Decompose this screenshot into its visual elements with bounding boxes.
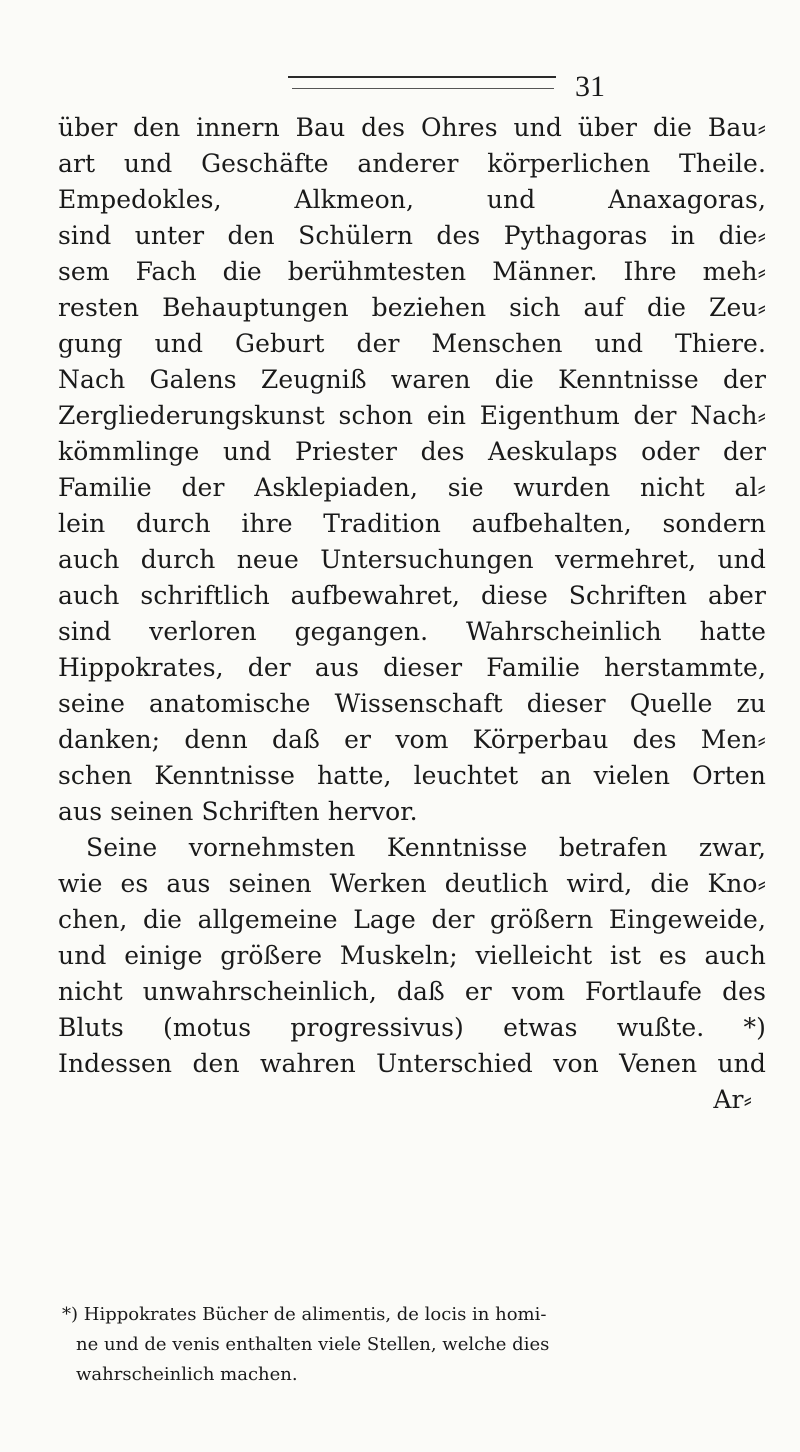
- text-line: gung und Geburt der Menschen und Thiere.: [58, 329, 766, 358]
- page-number: 31: [575, 70, 605, 103]
- text-line: danken; denn daß er vom Körperbau des Men⸗: [58, 725, 766, 754]
- text-line: über den innern Bau des Ohres und über die Bau⸗: [58, 113, 766, 142]
- footnote-line: wahrscheinlich machen.: [76, 1364, 298, 1385]
- text-line: wie es aus seinen Werken deutlich wird, die Kno⸗: [58, 869, 766, 898]
- footnote: [62, 1300, 762, 1390]
- text-line: Empedokles, Alkmeon, und Anaxagoras,: [58, 185, 766, 214]
- text-line: nicht unwahrscheinlich, daß er vom Fortlaufe des: [58, 977, 766, 1006]
- text-line: seine anatomische Wissenschaft dieser Quelle zu: [58, 689, 766, 718]
- text-line: resten Behauptungen beziehen sich auf die Zeu⸗: [58, 293, 766, 322]
- text-line: lein durch ihre Tradition aufbehalten, sondern: [58, 509, 766, 538]
- body-text: [58, 110, 766, 1118]
- text-line: auch schriftlich aufbewahret, diese Schriften aber: [58, 581, 766, 610]
- text-line: Seine vornehmsten Kenntnisse betrafen zwar,: [86, 833, 766, 862]
- text-line: chen, die allgemeine Lage der größern Eingeweide,: [58, 905, 766, 934]
- text-line: Indessen den wahren Unterschied von Venen und: [58, 1049, 766, 1078]
- text-line: und einige größere Muskeln; vielleicht ist es auch: [58, 941, 766, 970]
- text-line: sem Fach die berühmtesten Männer. Ihre meh⸗: [58, 257, 766, 286]
- text-line: art und Geschäfte anderer körperlichen Theile.: [58, 149, 766, 178]
- text-line: Bluts (motus progressivus) etwas wußte. *): [58, 1013, 766, 1042]
- text-line: kömmlinge und Priester des Aeskulaps oder der: [58, 437, 766, 466]
- catchword: Ar⸗: [713, 1085, 752, 1114]
- text-line: Nach Galens Zeugniß waren die Kenntnisse der: [58, 365, 766, 394]
- text-line: Hippokrates, der aus dieser Familie herstammte,: [58, 653, 766, 682]
- text-line: schen Kenntnisse hatte, leuchtet an vielen Orten: [58, 761, 766, 790]
- text-line: auch durch neue Untersuchungen vermehret, und: [58, 545, 766, 574]
- header-rule-thin: [292, 88, 554, 89]
- footnote-line: ne und de venis enthalten viele Stellen, welche dies: [76, 1334, 550, 1355]
- footnote-line: *) Hippokrates Bücher de alimentis, de locis in homi-: [62, 1304, 547, 1325]
- text-line: sind verloren gegangen. Wahrscheinlich hatte: [58, 617, 766, 646]
- header-rule: [288, 76, 556, 78]
- text-line: aus seinen Schriften hervor.: [58, 797, 418, 826]
- text-line: Familie der Asklepiaden, sie wurden nicht al⸗: [58, 473, 766, 502]
- text-line: sind unter den Schülern des Pythagoras in die⸗: [58, 221, 766, 250]
- text-line: Zergliederungskunst schon ein Eigenthum der Nach⸗: [58, 401, 766, 430]
